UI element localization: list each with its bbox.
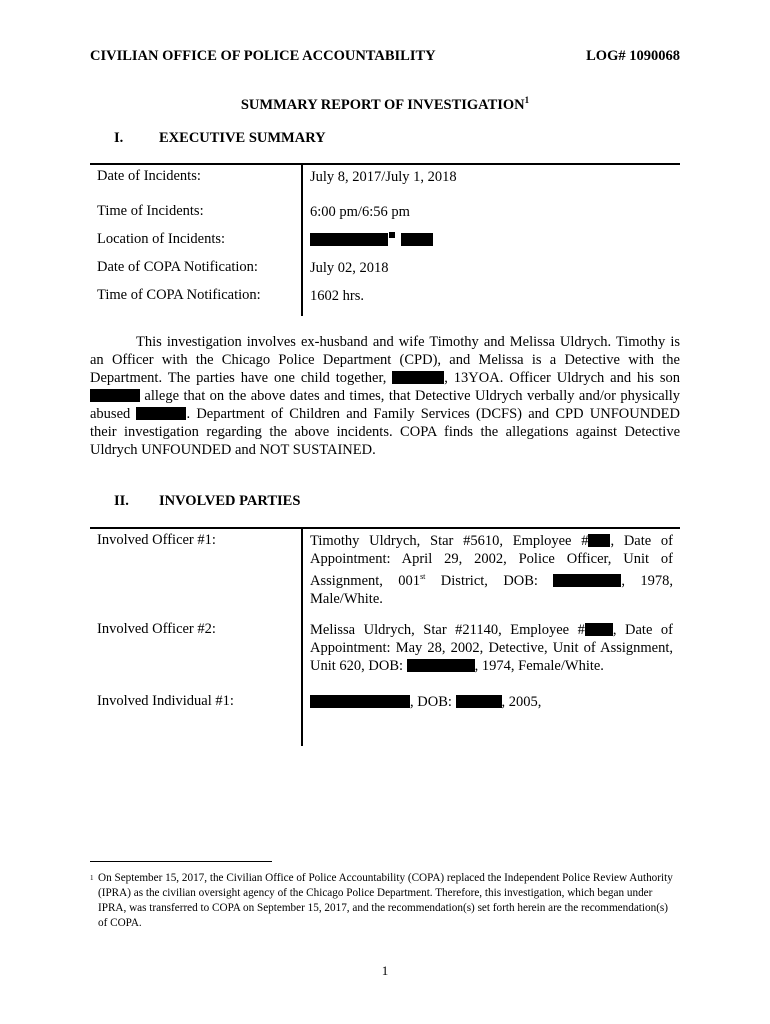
table-divider [301,164,303,316]
redaction-bar [588,534,610,547]
report-title [0,95,770,114]
footnote-reference[interactable]: 1 [524,95,530,105]
section-title: EXECUTIVE SUMMARY [159,130,326,146]
section-number: I. [114,130,124,146]
officer1-label: Involved Officer #1: [97,532,216,548]
page-number: 1 [381,963,389,978]
section-heading-involved-parties [114,493,300,510]
footnote-separator [90,861,272,862]
redaction-bar [90,389,140,402]
time-of-incidents-label: Time of Incidents: [97,203,204,219]
date-of-incidents-label: Date of Incidents: [97,168,201,184]
time-of-notification-label: Time of COPA Notification: [97,287,261,303]
footnote [90,871,680,931]
redaction-bar [456,695,502,708]
location-of-incidents-value [310,231,673,249]
summary-paragraph: This investigation involves ex-husband and wife Timothy and Melissa Uldrych. Timothy is an Officer with the Chicago Police Department (CPD), and Melissa is a Detective with the Department. The parties have one child together, , 13YOA. Officer Uldrych and his son allege that on the above dates and times, that Detective Uldrych verbally and/or physically abused . Department of Children and Family Services (DCFS) and CPD UNFOUNDED their investigation regarding the above incidents. COPA finds the allegations against Detective Uldrych UNFOUNDED and NOT SUSTAINED. [90,334,680,458]
officer2-details: Melissa Uldrych, Star #21140, Employee # , Date of Appointment: May 28, 2002, Detective, Unit of Assignment, Unit 620, DOB: , 1974, Female/White. [310,622,674,674]
redaction-bar [310,695,410,708]
date-of-incidents-value: July 8, 2017/July 1, 2018 [310,169,457,185]
redaction-bar [401,233,433,246]
individual1-label: Involved Individual #1: [97,693,234,709]
time-of-incidents-value: 6:00 pm/6:56 pm [310,204,410,220]
table-divider [301,528,303,746]
redaction-bar [392,371,444,384]
redaction-bar [310,233,388,246]
table-top-rule [90,163,680,165]
time-of-notification-value: 1602 hrs. [310,288,364,304]
redaction-bar [407,659,475,672]
date-of-notification-label: Date of COPA Notification: [97,259,258,275]
agency-name: CIVILIAN OFFICE OF POLICE ACCOUNTABILITY [90,48,436,64]
section-number: II. [114,493,129,509]
individual1-details: , DOB: , 2005, [310,693,673,711]
officer2-label: Involved Officer #2: [97,621,216,637]
officer1-details: Timothy Uldrych, Star #5610, Employee # , Date of Appointment: April 29, 2002, Police Officer, Unit of Assignment, 001st District, DOB: , 1978, Male/White. [310,533,674,607]
section-heading-executive-summary [114,130,326,147]
date-of-notification-value: July 02, 2018 [310,260,389,276]
redaction-bar [136,407,186,420]
footnote-mark: 1 [90,874,94,882]
report-title-text: SUMMARY REPORT OF INVESTIGATION [240,96,525,113]
location-of-incidents-label: Location of Incidents: [97,231,226,247]
redaction-bar [553,574,621,587]
redaction-bar [389,232,395,238]
redaction-bar [585,623,613,636]
section-title: INVOLVED PARTIES [159,493,301,509]
table-top-rule [90,527,680,529]
log-number: LOG# 1090068 [586,48,680,64]
footnote-text: On September 15, 2017, the Civilian Office of Police Accountability (COPA) replaced the Independent Police Review Authority (IPRA) as the civilian oversight agency of the Chicago Police Department. Therefore, this investigation, which began under IPRA, was transferred to COPA on September 15, 2017, and the recommendation(s) set forth herein are the recommendation(s) of COPA. [98,872,673,929]
